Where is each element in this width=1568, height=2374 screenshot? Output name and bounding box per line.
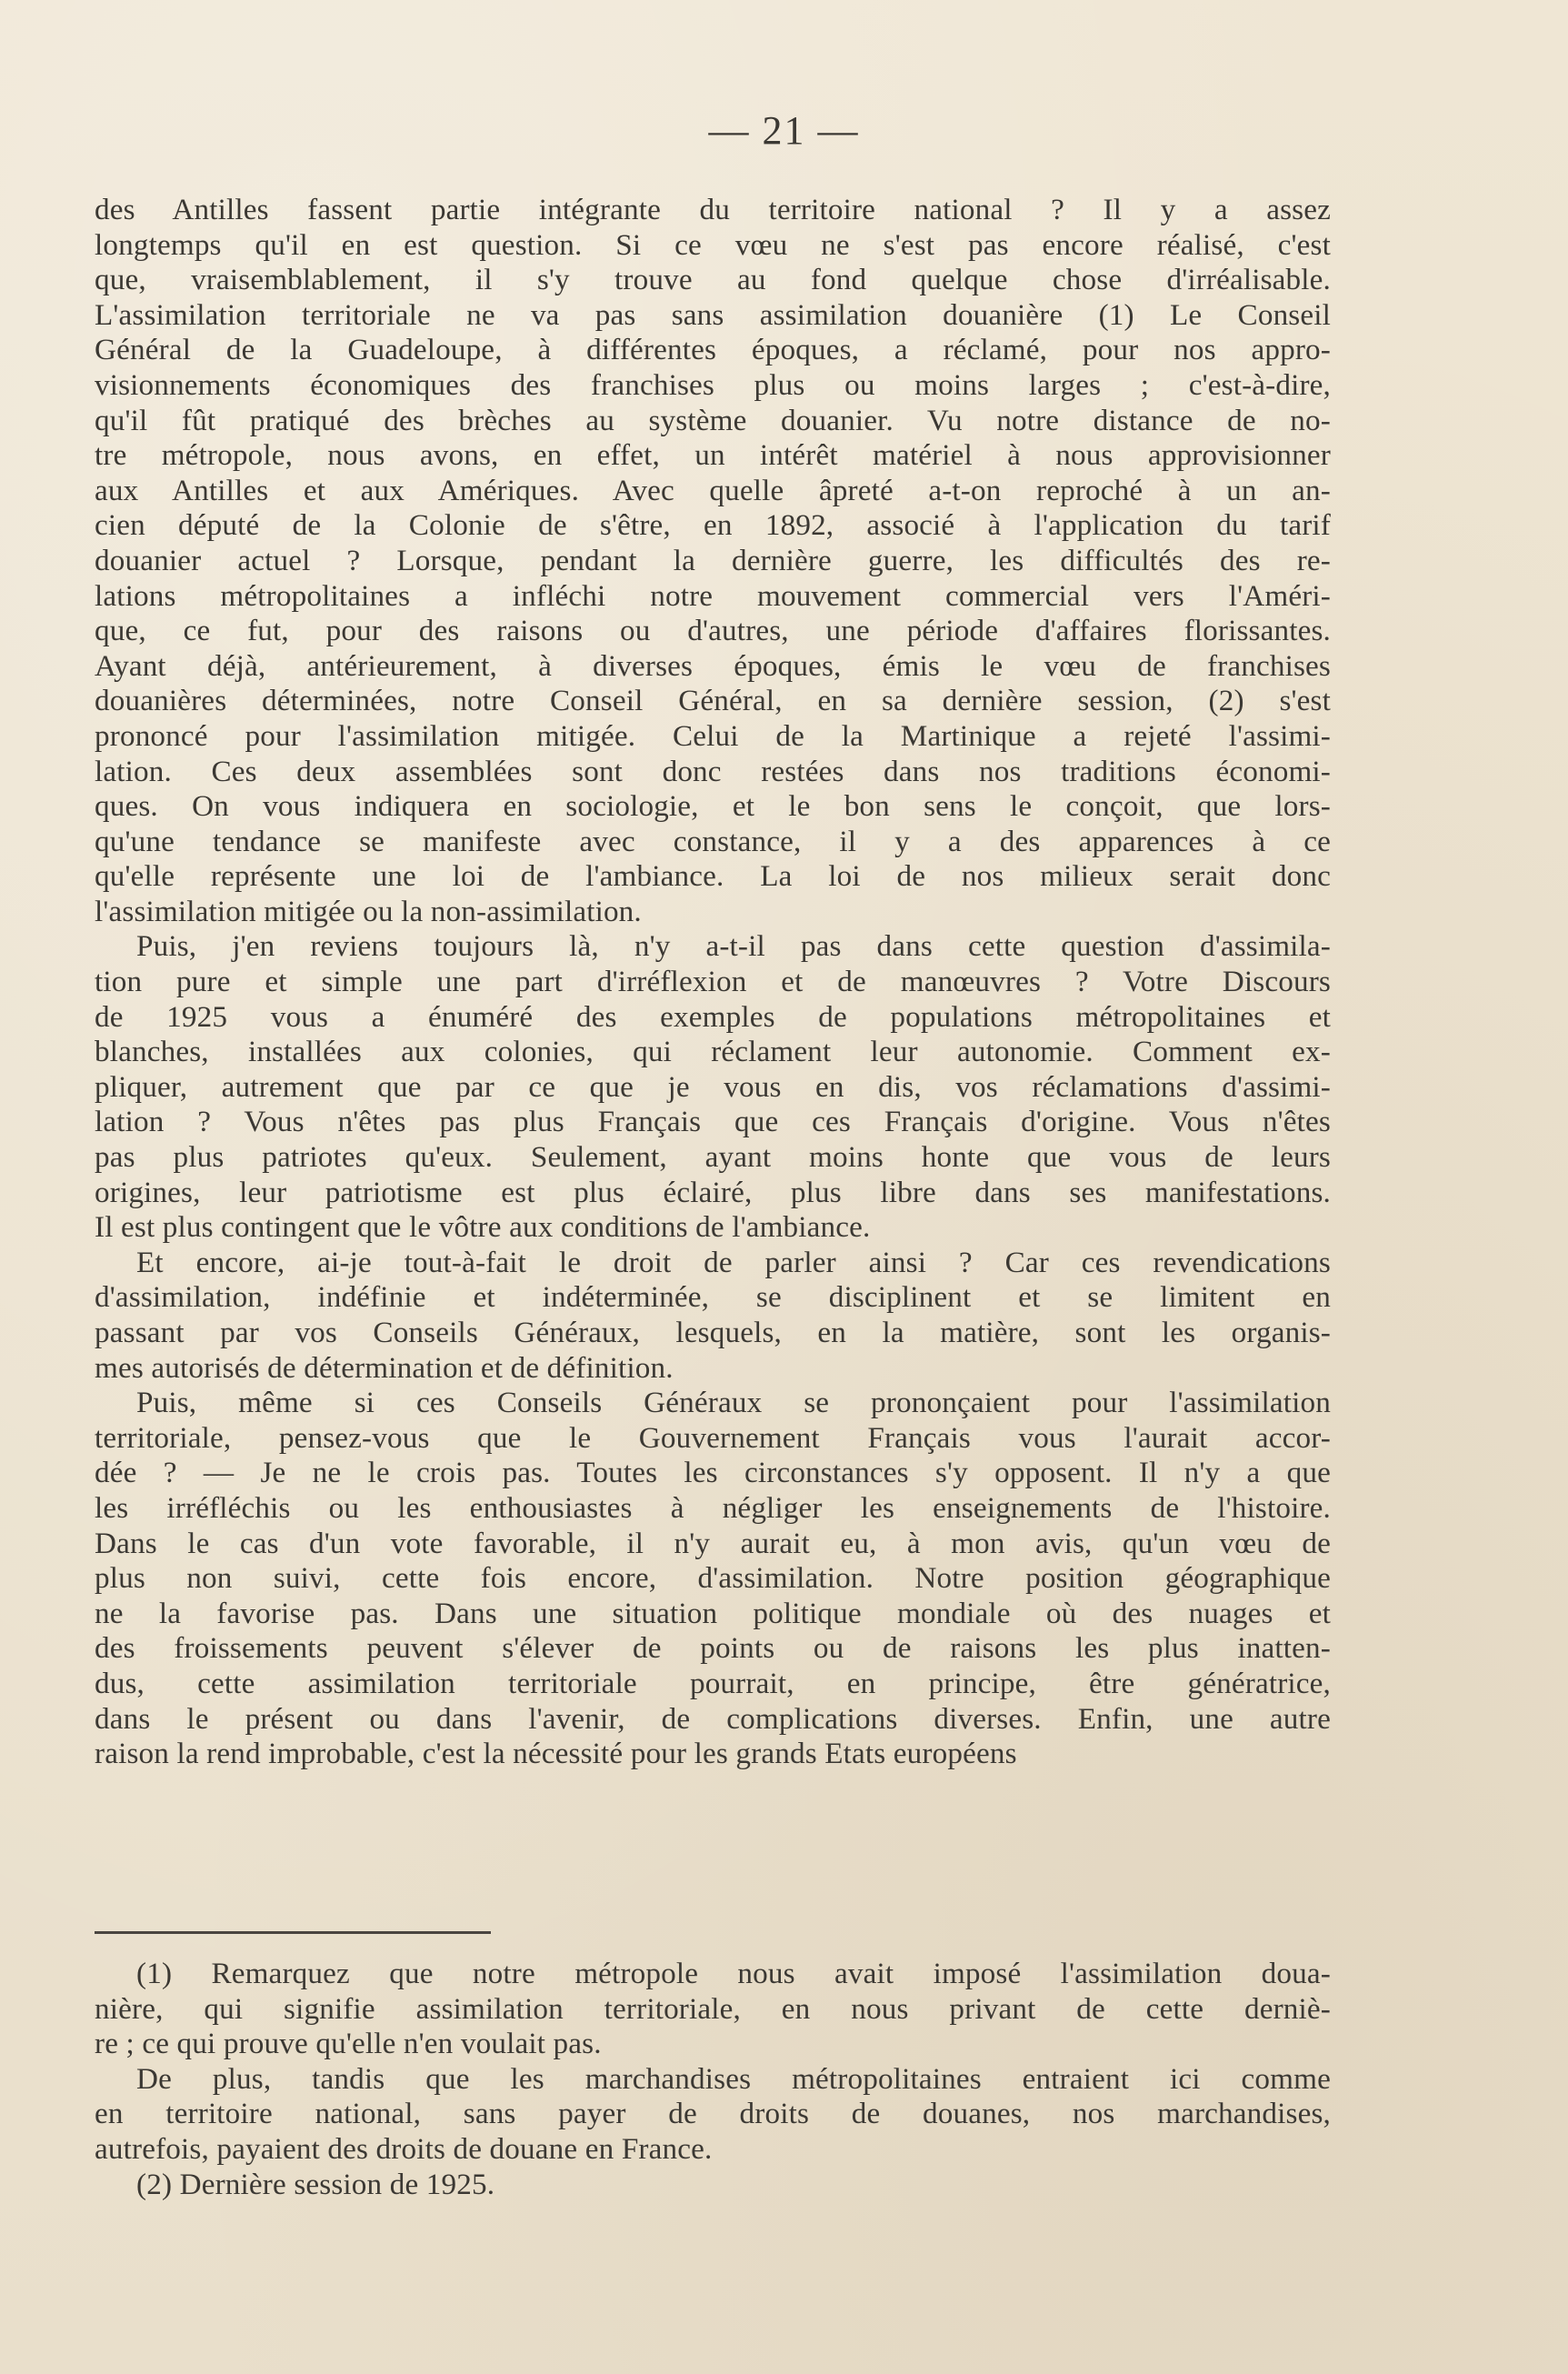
text-line: (1) Remarquez que notre métropole nous avait imposé l'assimilation doua- (136, 1957, 1331, 1990)
text-line: prononcé pour l'assimilation mitigée. Celui de la Martinique a rejeté l'assimi- (95, 718, 1331, 753)
text-line: Dans le cas d'un vote favorable, il n'y aurait eu, à mon avis, qu'un vœu de (95, 1526, 1331, 1560)
text-line: qu'une tendance se manifeste avec constance, il y a des apparences à ce (95, 824, 1331, 858)
text-line: Et encore, ai-je tout-à-fait le droit de parler ainsi ? Car ces revendications (136, 1245, 1331, 1279)
text-line: De plus, tandis que les marchandises métropolitaines entraient ici comme (136, 2061, 1331, 2096)
text-line: lation. Ces deux assemblées sont donc restées dans nos traditions économi- (95, 754, 1331, 788)
text-line: nière, qui signifie assimilation territoriale, en nous privant de cette derniè- (95, 1991, 1331, 2026)
text-line: d'assimilation, indéfinie et indéterminée, se disciplinent et se limitent en (95, 1280, 1331, 1315)
text-line: lations métropolitaines a infléchi notre mouvement commercial vers l'Améri- (95, 578, 1331, 613)
text-line: en territoire national, sans payer de droits de douanes, nos marchandises, (95, 2097, 1331, 2131)
paragraph (95, 193, 1331, 929)
main-text (95, 193, 1331, 1772)
text-line: qu'il fût pratiqué des brèches au système douanier. Vu notre distance de no- (95, 403, 1331, 437)
text-line: Puis, j'en reviens toujours là, n'y a-t-il pas dans cette question d'assimila- (136, 929, 1331, 964)
text-line: tre métropole, nous avons, en effet, un intérêt matériel à nous approvisionner (95, 438, 1331, 473)
text-line: autrefois, payaient des droits de douane en France. (95, 2131, 713, 2166)
text-line: pliquer, autrement que par ce que je vous en dis, vos réclamations d'assimi- (95, 1069, 1331, 1104)
paragraph (95, 1246, 1331, 1386)
text-line: tion pure et simple une part d'irréflexion et de manœuvres ? Votre Discours (95, 965, 1331, 999)
text-line: territoriale, pensez-vous que le Gouvernement Français vous l'aurait accor- (95, 1420, 1331, 1455)
paragraph (95, 929, 1331, 1245)
footnotes (95, 1957, 1331, 2202)
text-line: dus, cette assimilation territoriale pourrait, en principe, être génératrice, (95, 1666, 1331, 1700)
text-line: origines, leur patriotisme est plus éclairé, plus libre dans ses manifestations. (95, 1175, 1331, 1209)
text-line: que, ce fut, pour des raisons ou d'autres, une période d'affaires florissantes. (95, 614, 1331, 648)
text-line: plus non suivi, cette fois encore, d'assimilation. Notre position géographique (95, 1561, 1331, 1596)
text-line: mes autorisés de détermination et de définition. (95, 1350, 674, 1385)
text-line: ne la favorise pas. Dans une situation politique mondiale où des nuages et (95, 1596, 1331, 1630)
text-line: Ayant déjà, antérieurement, à diverses époques, émis le vœu de franchises (95, 648, 1331, 683)
page-number: — 21 — (708, 108, 860, 153)
text-line: dans le présent ou dans l'avenir, de complications diverses. Enfin, une autre (95, 1701, 1331, 1736)
text-line: cien député de la Colonie de s'être, en 1892, associé à l'application du tarif (95, 508, 1331, 543)
text-line: de 1925 vous a énuméré des exemples de populations métropolitaines et (95, 999, 1331, 1034)
text-line: qu'elle représente une loi de l'ambiance. La loi de nos milieux serait donc (95, 859, 1331, 894)
footnote (95, 1957, 1331, 2062)
text-line: ques. On vous indiquera en sociologie, et le bon sens le conçoit, que lors- (95, 789, 1331, 824)
text-line: L'assimilation territoriale ne va pas sans assimilation douanière (1) Le Conseil (95, 297, 1331, 332)
footnote (95, 2168, 1331, 2203)
text-line: douanier actuel ? Lorsque, pendant la dernière guerre, les difficultés des re- (95, 543, 1331, 577)
text-line: visionnements économiques des franchises plus ou moins larges ; c'est-à-dire, (95, 367, 1331, 402)
text-line: dée ? — Je ne le crois pas. Toutes les circonstances s'y opposent. Il n'y a que (95, 1456, 1331, 1490)
text-line: des froissements peuvent s'élever de points ou de raisons les plus inatten- (95, 1631, 1331, 1666)
text-line: lation ? Vous n'êtes pas plus Français que ces Français d'origine. Vous n'êtes (95, 1105, 1331, 1139)
text-line: (2) Dernière session de 1925. (136, 2167, 495, 2201)
text-line: des Antilles fassent partie intégrante du territoire national ? Il y a assez (95, 193, 1331, 226)
text-line: Il est plus contingent que le vôtre aux conditions de l'ambiance. (95, 1210, 871, 1245)
text-line: Général de la Guadeloupe, à différentes époques, a réclamé, pour nos appro- (95, 333, 1331, 367)
text-line: l'assimilation mitigée ou la non-assimilation. (95, 894, 642, 928)
footnote (95, 2062, 1331, 2168)
text-line: re ; ce qui prouve qu'elle n'en voulait pas. (95, 2027, 602, 2061)
text-line: raison la rend improbable, c'est la nécessité pour les grands Etats européens (95, 1737, 1017, 1771)
text-line: que, vraisemblablement, il s'y trouve au fond quelque chose d'irréalisable. (95, 263, 1331, 297)
text-line: longtemps qu'il en est question. Si ce vœu ne s'est pas encore réalisé, c'est (95, 227, 1331, 262)
text-line: Puis, même si ces Conseils Généraux se prononçaient pour l'assimilation (136, 1386, 1331, 1420)
text-line: passant par vos Conseils Généraux, lesquels, en la matière, sont les organis- (95, 1316, 1331, 1349)
footnote-divider (95, 1931, 491, 1934)
text-line: pas plus patriotes qu'eux. Seulement, ayant moins honte que vous de leurs (95, 1140, 1331, 1175)
text-line: les irréfléchis ou les enthousiastes à négliger les enseignements de l'histoire. (95, 1490, 1331, 1525)
text-line: aux Antilles et aux Amériques. Avec quelle âpreté a-t-on reproché à un an- (95, 473, 1331, 507)
paragraph (95, 1386, 1331, 1772)
text-line: douanières déterminées, notre Conseil Général, en sa dernière session, (2) s'est (95, 684, 1331, 718)
text-line: blanches, installées aux colonies, qui réclament leur autonomie. Comment ex- (95, 1035, 1331, 1069)
